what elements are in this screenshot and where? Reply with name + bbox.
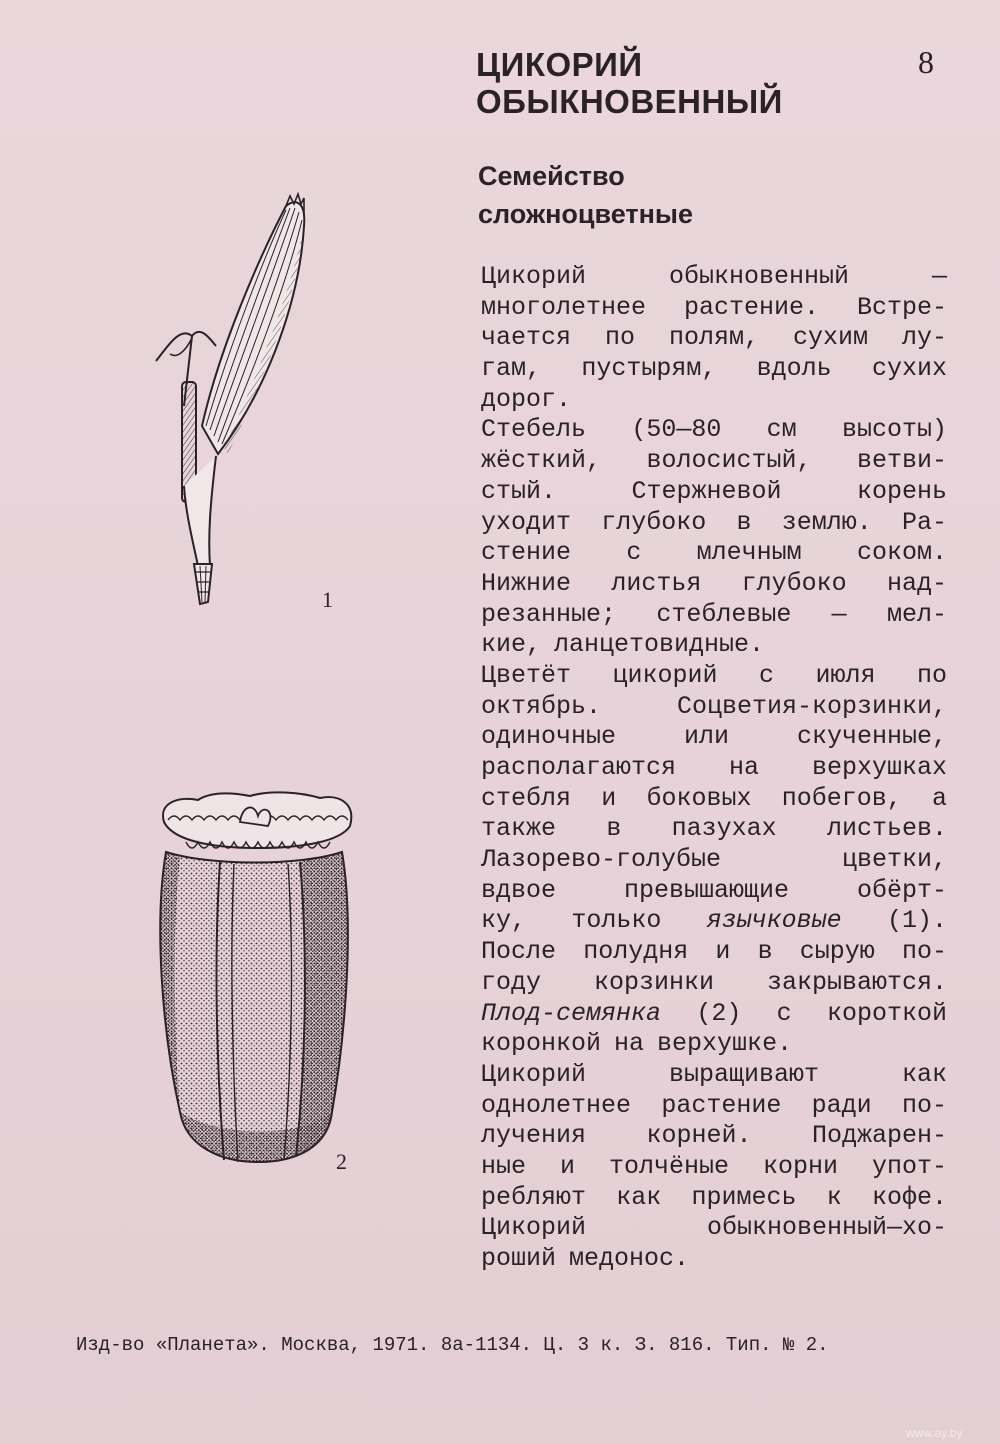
text-word: высоты) bbox=[841, 415, 947, 445]
text-word: роший bbox=[481, 1244, 557, 1273]
figure-label-2: 2 bbox=[336, 1149, 347, 1174]
text-word: растение. bbox=[683, 292, 820, 322]
text-line bbox=[481, 784, 947, 815]
text-word: листья bbox=[611, 568, 702, 598]
text-word: стеблевые bbox=[656, 599, 792, 629]
text-line bbox=[481, 876, 947, 907]
text-word: Ра- bbox=[901, 507, 947, 537]
text-word: — bbox=[931, 262, 947, 291]
text-line bbox=[481, 1121, 947, 1152]
text-word: с bbox=[626, 538, 642, 568]
text-word: пазухах bbox=[671, 814, 777, 844]
text-word: на bbox=[729, 753, 760, 782]
text-word: в bbox=[757, 937, 773, 967]
text-line bbox=[481, 937, 947, 968]
text-line bbox=[481, 1244, 947, 1275]
text-word: стебля bbox=[481, 783, 572, 813]
text-word: Лазорево-голубые bbox=[481, 845, 722, 875]
text-word: сухих bbox=[871, 354, 947, 384]
text-line bbox=[481, 354, 947, 385]
text-word: упот- bbox=[871, 1151, 947, 1181]
text-word: боковых bbox=[646, 783, 752, 813]
text-word: и bbox=[715, 937, 731, 967]
text-line bbox=[481, 538, 947, 569]
text-word: ку, bbox=[481, 906, 527, 936]
text-word: стение bbox=[481, 538, 572, 568]
text-word: сухим bbox=[792, 323, 868, 353]
text-word: (2) bbox=[696, 998, 742, 1028]
text-word: к bbox=[826, 1182, 842, 1212]
family-line-2: сложноцветные bbox=[478, 199, 693, 229]
text-line bbox=[481, 446, 947, 477]
watermark: www.ay.by bbox=[906, 1426, 963, 1440]
text-word: соком. bbox=[856, 538, 947, 568]
family-heading bbox=[478, 157, 898, 233]
text-word: Цикорий bbox=[481, 1213, 587, 1243]
text-word: многолетнее bbox=[481, 292, 647, 322]
text-word: глубоко bbox=[601, 507, 707, 537]
text-word: по- bbox=[901, 1090, 947, 1120]
text-word: ребляют bbox=[481, 1182, 587, 1212]
text-word: верхушке. bbox=[657, 1029, 793, 1059]
text-word: с bbox=[758, 660, 774, 690]
text-word: мел- bbox=[886, 599, 947, 629]
text-word: глубоко bbox=[741, 568, 847, 598]
text-word: по bbox=[916, 660, 947, 690]
text-word: на bbox=[614, 1029, 645, 1059]
text-line bbox=[481, 600, 947, 631]
text-line bbox=[481, 385, 947, 416]
text-word: толчёные bbox=[608, 1151, 729, 1181]
text-word: лучения bbox=[481, 1121, 587, 1151]
text-line bbox=[481, 814, 947, 845]
text-word: выращивают bbox=[668, 1059, 820, 1089]
text-line bbox=[481, 1183, 947, 1214]
page-number: 8 bbox=[918, 44, 934, 80]
text-word: уходит bbox=[481, 507, 572, 537]
text-word: году bbox=[481, 967, 542, 997]
text-line bbox=[481, 415, 947, 446]
publisher-imprint: Изд-во «Планета». Москва, 1971. 8а-1134. Ц. 3 к. З. 816. Тип. № 2. bbox=[76, 1334, 829, 1356]
text-word: одиночные bbox=[481, 722, 617, 752]
text-word: ланцетовидные. bbox=[554, 630, 765, 660]
text-word: — bbox=[831, 599, 847, 629]
text-word: а bbox=[931, 783, 947, 813]
text-word: корзинки bbox=[593, 967, 714, 997]
text-word: цикорий bbox=[612, 660, 718, 690]
text-word: короткой bbox=[826, 998, 947, 1028]
text-line bbox=[481, 1213, 947, 1244]
text-word: кофе. bbox=[871, 1182, 947, 1212]
text-word: по- bbox=[901, 937, 947, 967]
figure-label-1: 1 bbox=[322, 587, 333, 612]
text-word: октябрь. bbox=[481, 691, 602, 721]
text-line bbox=[481, 1029, 947, 1060]
text-word: корни bbox=[762, 1151, 838, 1181]
text-word: Стержневой bbox=[631, 476, 782, 506]
text-word: побегов, bbox=[781, 783, 902, 813]
text-word: чается bbox=[481, 323, 572, 353]
text-line bbox=[481, 1060, 947, 1091]
text-word: Цветёт bbox=[481, 660, 572, 690]
text-word: с bbox=[776, 998, 792, 1028]
text-word: обёрт- bbox=[856, 875, 947, 905]
text-line bbox=[481, 968, 947, 999]
text-word: гам, bbox=[481, 354, 542, 384]
text-word: примесь bbox=[691, 1182, 797, 1212]
text-line bbox=[481, 906, 947, 937]
text-word: и bbox=[601, 783, 617, 813]
text-word: полудня bbox=[583, 937, 689, 967]
text-word: дорог. bbox=[481, 384, 572, 414]
text-line bbox=[481, 753, 947, 784]
text-line bbox=[481, 262, 947, 293]
title-line-1: ЦИКОРИЙ bbox=[476, 46, 643, 83]
text-word: Встре- bbox=[856, 292, 947, 322]
text-word: ради bbox=[811, 1090, 872, 1120]
text-word: Поджарен- bbox=[811, 1121, 947, 1151]
text-line bbox=[481, 999, 947, 1030]
text-line bbox=[481, 323, 947, 354]
species-title bbox=[476, 46, 896, 120]
text-word: корней. bbox=[646, 1121, 752, 1151]
text-word: коронкой bbox=[481, 1029, 602, 1059]
text-word: ветви- bbox=[856, 446, 947, 476]
text-word: Плод-семянка bbox=[481, 998, 662, 1028]
text-line bbox=[481, 661, 947, 692]
text-word: Цикорий bbox=[481, 1059, 587, 1089]
text-word: июля bbox=[815, 660, 876, 690]
text-word: только bbox=[571, 906, 662, 936]
text-word: полям, bbox=[668, 323, 759, 353]
text-word: растение bbox=[661, 1090, 782, 1120]
text-word: (50—80 bbox=[631, 415, 722, 445]
achene-fruit-illustration bbox=[150, 782, 370, 1172]
description-text bbox=[481, 262, 947, 1275]
title-line-2: ОБЫКНОВЕННЫЙ bbox=[476, 83, 783, 120]
text-word: над- bbox=[886, 568, 947, 598]
text-word: или bbox=[683, 722, 729, 752]
text-word: скученные, bbox=[796, 722, 947, 752]
text-line bbox=[481, 630, 947, 661]
text-word: листьев. bbox=[826, 814, 947, 844]
text-line bbox=[481, 293, 947, 324]
text-word: язычковые bbox=[706, 906, 842, 936]
text-word: волосистый, bbox=[646, 446, 812, 476]
text-word: ные bbox=[481, 1151, 527, 1181]
text-line bbox=[481, 1091, 947, 1122]
text-word: медонос. bbox=[569, 1244, 690, 1273]
ligulate-flower-illustration bbox=[140, 186, 320, 616]
text-word: располагаются bbox=[481, 753, 677, 782]
text-line bbox=[481, 477, 947, 508]
text-word: по bbox=[604, 323, 635, 353]
text-word: обыкновенный—хо- bbox=[706, 1213, 947, 1243]
text-word: также bbox=[481, 814, 557, 844]
text-word: как bbox=[616, 1182, 662, 1212]
text-word: цветки, bbox=[841, 845, 947, 875]
text-word: землю. bbox=[781, 507, 872, 537]
text-word: и bbox=[559, 1151, 575, 1181]
text-word: стый. bbox=[481, 476, 557, 506]
text-line bbox=[481, 1152, 947, 1183]
text-line bbox=[481, 845, 947, 876]
text-word: Стебель bbox=[481, 415, 587, 445]
text-word: см bbox=[766, 415, 797, 445]
text-word: превышающие bbox=[623, 875, 790, 905]
text-word: в bbox=[606, 814, 622, 844]
text-line bbox=[481, 722, 947, 753]
text-word: в bbox=[736, 507, 752, 537]
text-word: сырую bbox=[799, 937, 875, 967]
text-line bbox=[481, 508, 947, 539]
text-word: Нижние bbox=[481, 568, 572, 598]
family-line-1: Семейство bbox=[478, 161, 625, 191]
text-word: однолетнее bbox=[481, 1090, 632, 1120]
text-word: вдвое bbox=[481, 875, 557, 905]
text-word: млечным bbox=[696, 538, 802, 568]
text-word: После bbox=[481, 937, 557, 967]
text-word: обыкновенный bbox=[668, 262, 850, 291]
text-word: закрываются. bbox=[766, 967, 947, 997]
text-word: резанные; bbox=[481, 599, 617, 629]
text-line bbox=[481, 692, 947, 723]
text-word: верхушках bbox=[811, 753, 947, 782]
text-word: как bbox=[901, 1059, 947, 1089]
text-word: Соцветия-корзинки, bbox=[676, 691, 947, 721]
text-word: пустырям, bbox=[581, 354, 717, 384]
text-line bbox=[481, 569, 947, 600]
text-word: жёсткий, bbox=[481, 446, 602, 476]
text-word: вдоль bbox=[756, 354, 832, 384]
text-word: (1). bbox=[886, 906, 947, 936]
text-word: Цикорий bbox=[481, 262, 587, 291]
text-word: лу- bbox=[901, 323, 947, 353]
text-word: кие, bbox=[481, 630, 542, 660]
text-word: корень bbox=[856, 476, 947, 506]
